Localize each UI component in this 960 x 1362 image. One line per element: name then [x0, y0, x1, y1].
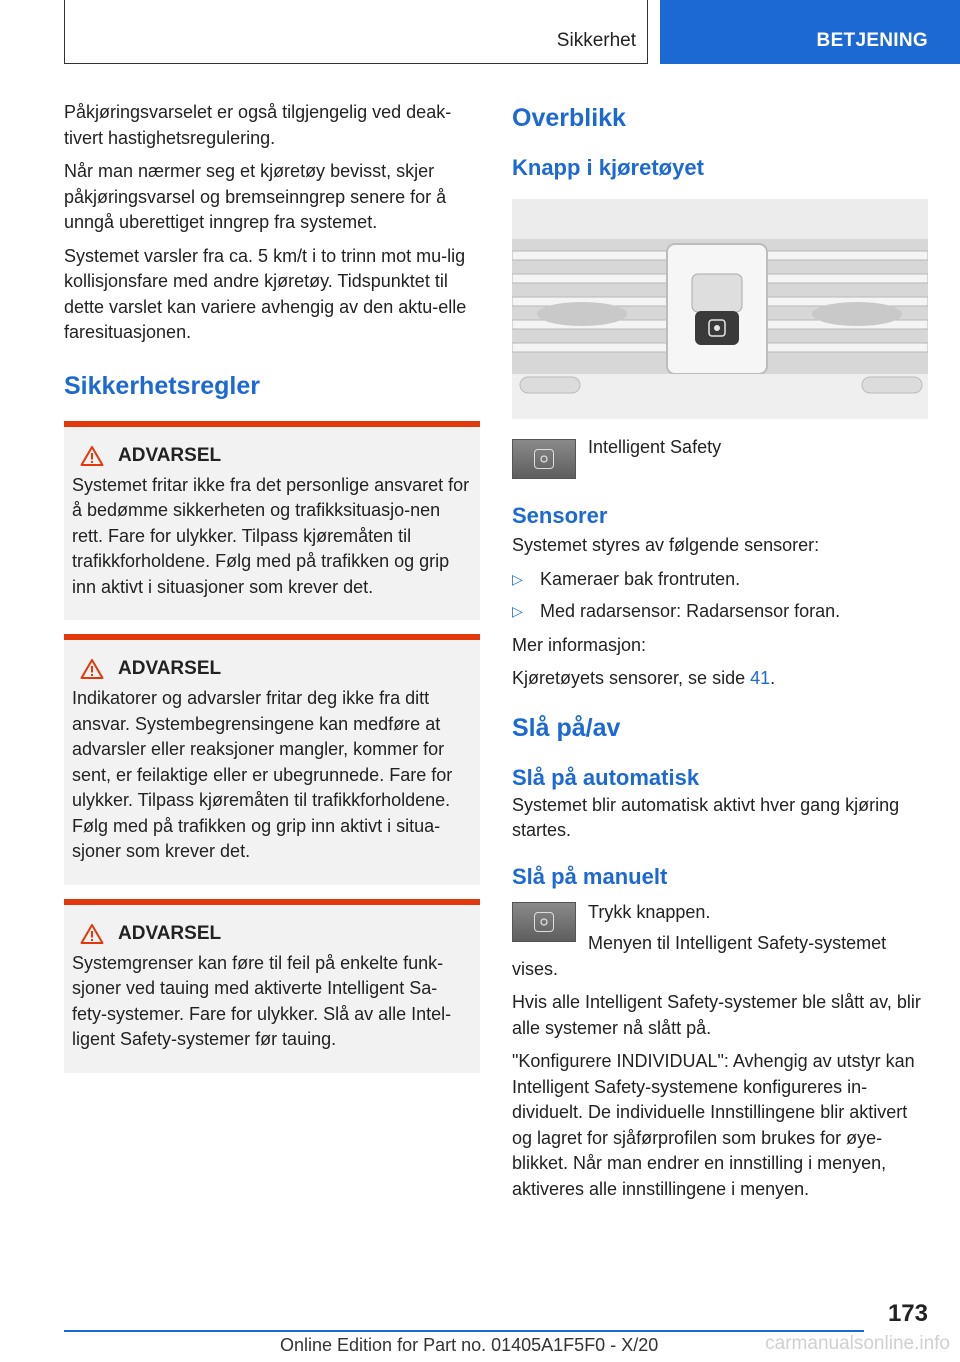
ref-text: Kjøretøyets sensorer, se side: [512, 668, 746, 688]
warning-title: ADVARSEL: [118, 658, 222, 679]
paragraph: "Konfigurere INDIVIDUAL": Avhengig av utstyr kan Intelligent Safety-systemene konfigureres in-dividuelt. De individuelle Innstillingene blir aktivert og lagret for sjåførprofilen som brukes for øye-blikket. Når man endrer en innstilling i menyen, aktiveres alle innstillingene i menyen.: [512, 1051, 915, 1199]
heading-overview: Overblikk: [512, 104, 626, 132]
intelligent-safety-button-icon[interactable]: [512, 439, 576, 479]
heading-manual-on: Slå på manuelt: [512, 863, 668, 889]
list-item-text: Med radarsensor: Radarsensor foran.: [540, 601, 841, 621]
paragraph: Systemet varsler fra ca. 5 km/t i to trinn mot mu-lig kollisjonsfare med andre kjøretøy. Tidspunktet til dette varslet kan variere avhengig av den aktu-elle faresituasjonen.: [64, 245, 467, 342]
header-section-title: Sikkerhet: [556, 30, 636, 51]
sensor-list: [512, 567, 928, 625]
heading-sensors: Sensorer: [512, 503, 608, 528]
warning-box: [64, 634, 480, 885]
list-item: [512, 599, 928, 625]
paragraph: Påkjøringsvarselet er også tilgjengelig ved deak-tivert hastighetsregulering.: [64, 102, 452, 148]
warning-title: ADVARSEL: [118, 922, 222, 944]
watermark: carmanualsonline.info: [765, 1333, 950, 1354]
warning-triangle-icon: [80, 445, 104, 467]
warning-text: Indikatorer og advarsler fritar deg ikke fra ditt ansvar. Systembegrensingene kan medføre at advarsler eller reaksjoner mangler, kommer for sent, er feilaktige eller er ubegrunnede. Fare for ulykker. Tilpass kjøremåten til trafikkforholdene. Følg med på trafikken og grip inn aktivt i situa-sjoner som krever det.: [72, 688, 453, 861]
vehicle-button-photo: [512, 199, 928, 419]
warning-triangle-icon: [80, 658, 104, 680]
list-item-text: Kameraer bak frontruten.: [540, 568, 741, 589]
warning-box: [64, 421, 480, 621]
paragraph: Hvis alle Intelligent Safety-systemer ble slått av, blir alle systemer nå slått på.: [512, 992, 921, 1038]
air-vent-illustration: [512, 199, 928, 419]
manual-steps: [512, 900, 928, 983]
sensors-intro: Systemet styres av følgende sensorer:: [512, 535, 820, 555]
heading-on-off: Slå på/av: [512, 713, 621, 742]
footer-edition: Online Edition for Part no. 01405A1F5F0 - X/20: [280, 1335, 659, 1355]
page-number: 173: [887, 1300, 928, 1327]
auto-on-text: Systemet blir automatisk aktivt hver gang kjøring startes.: [512, 794, 900, 840]
warning-text: Systemet fritar ikke fra det personlige ansvaret for å bedømme sikkerheten og trafikksituasjo-nen rett. Fare for ulykker. Tilpass kjøremåten til trafikkforholdene. Følg med på trafikken og grip inn aktivt i situasjoner som krever det.: [72, 474, 470, 597]
warning-box: [64, 899, 480, 1073]
bullet-triangle-icon: ▷: [512, 570, 523, 587]
manual-step: Trykk knappen.: [588, 901, 711, 922]
warning-triangle-icon: [80, 923, 104, 945]
page-link[interactable]: 41: [750, 668, 771, 688]
manual-step: Menyen til Intelligent Safety-systemet vises.: [512, 933, 887, 979]
warning-text: Systemgrenser kan føre til feil på enkelte funk-sjoner ved tauing med aktiverte Intelligent Sa-fety-systemer. Fare for ulykker. Slå av alle Intel-ligent Safety-systemer før tauing.: [72, 952, 452, 1049]
paragraph: Når man nærmer seg et kjøretøy bevisst, skjer påkjøringsvarsel og bremseinngrep senere for å unngå uberettiget inngrep fra systemet.: [64, 161, 447, 232]
button-label: Intelligent Safety: [588, 437, 722, 457]
header-chapter-tab[interactable]: BETJENING: [660, 0, 960, 64]
heading-vehicle-button: Knapp i kjøretøyet: [512, 155, 704, 180]
left-column: [64, 100, 480, 1073]
list-item: [512, 567, 928, 593]
right-column: [512, 100, 928, 1210]
ref-end: .: [770, 668, 776, 688]
footer-divider: [64, 1330, 864, 1332]
heading-safety-rules: Sikkerhetsregler: [64, 371, 260, 400]
button-legend: [512, 439, 928, 479]
heading-auto-on: Slå på automatisk: [512, 764, 700, 790]
warning-title: ADVARSEL: [118, 444, 222, 466]
more-info-label: Mer informasjon:: [512, 634, 647, 655]
bullet-triangle-icon: ▷: [512, 603, 523, 619]
cross-reference: [512, 666, 928, 692]
intelligent-safety-button-icon[interactable]: [512, 902, 576, 942]
